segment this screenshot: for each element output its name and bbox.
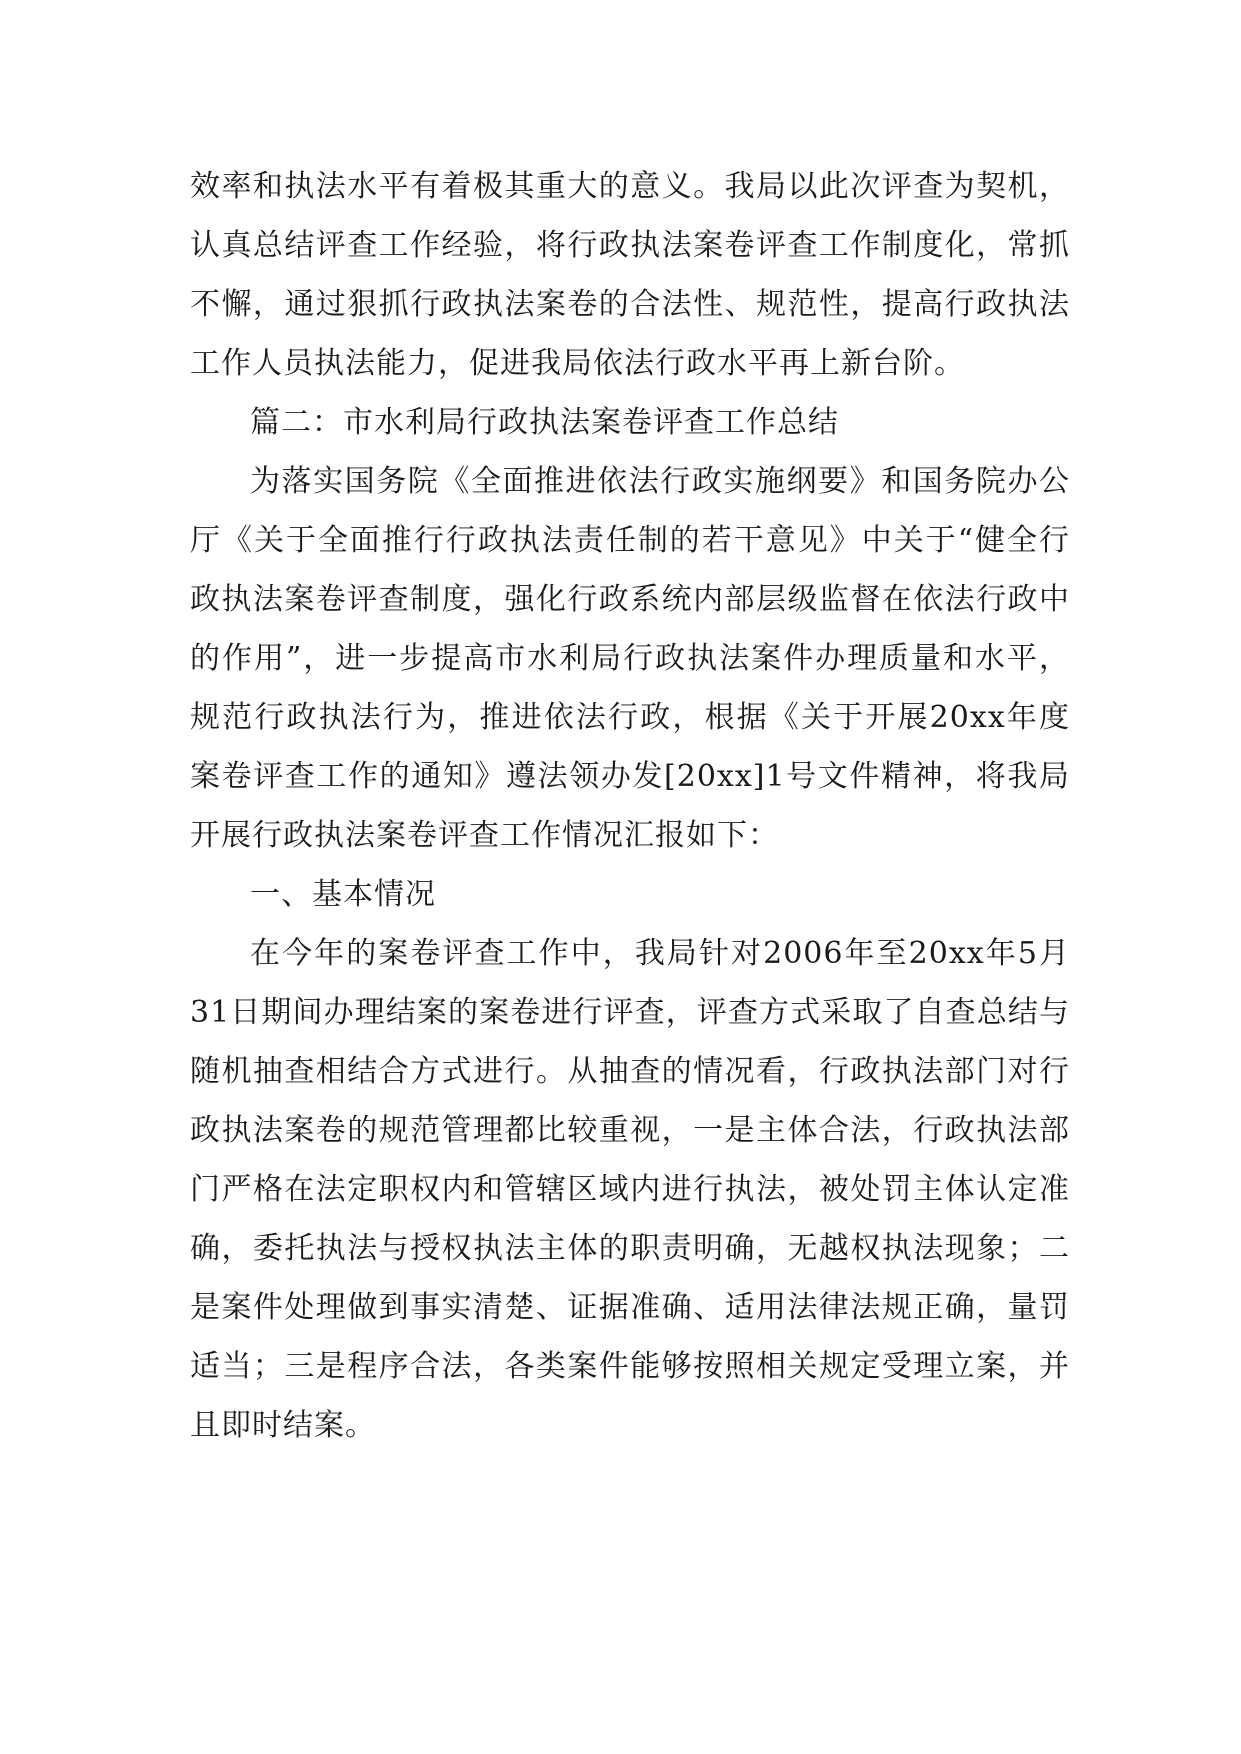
section-heading-part-two: 篇二：市水利局行政执法案卷评查工作总结 — [250, 405, 839, 440]
paragraph-purpose: 为落实国务院《全面推进依法行政实施纲要》和国务院办公厅《关于全面推行行政执法责任制的若干意见》中关于“健全行政执法案卷评查制度，强化行政系统内部层级监督在依法行政中的作用”，进一步提高市水利局行政执法案件办理质量和水平，规范行政执法行为，推进依法行政，根据《关于开展20xx年度案卷评查工作的通知》遵法领办发[20xx]1号文件精神，将我局开展行政执法案卷评查工作情况汇报如下： — [190, 464, 1070, 853]
document-body — [190, 157, 1070, 1455]
paragraph-basic-situation: 在今年的案卷评查工作中，我局针对2006年至20xx年5月31日期间办理结案的案卷进行评查，评查方式采取了自查总结与随机抽查相结合方式进行。从抽查的情况看，行政执法部门对行政执法案卷的规范管理都比较重视，一是主体合法，行政执法部门严格在法定职权内和管辖区域内进行执法，被处罚主体认定准确，委托执法与授权执法主体的职责明确，无越权执法现象；二是案件处理做到事实清楚、证据准确、适用法律法规正确，量罚适当；三是程序合法，各类案件能够按照相关规定受理立案，并且即时结案。 — [190, 936, 1070, 1443]
paragraph-intro-conclusion: 效率和执法水平有着极其重大的意义。我局以此次评查为契机，认真总结评查工作经验，将行政执法案卷评查工作制度化，常抓不懈，通过狠抓行政执法案卷的合法性、规范性，提高行政执法工作人员执法能力，促进我局依法行政水平再上新台阶。 — [190, 169, 1070, 381]
section-heading-basic-situation: 一、基本情况 — [250, 877, 436, 912]
